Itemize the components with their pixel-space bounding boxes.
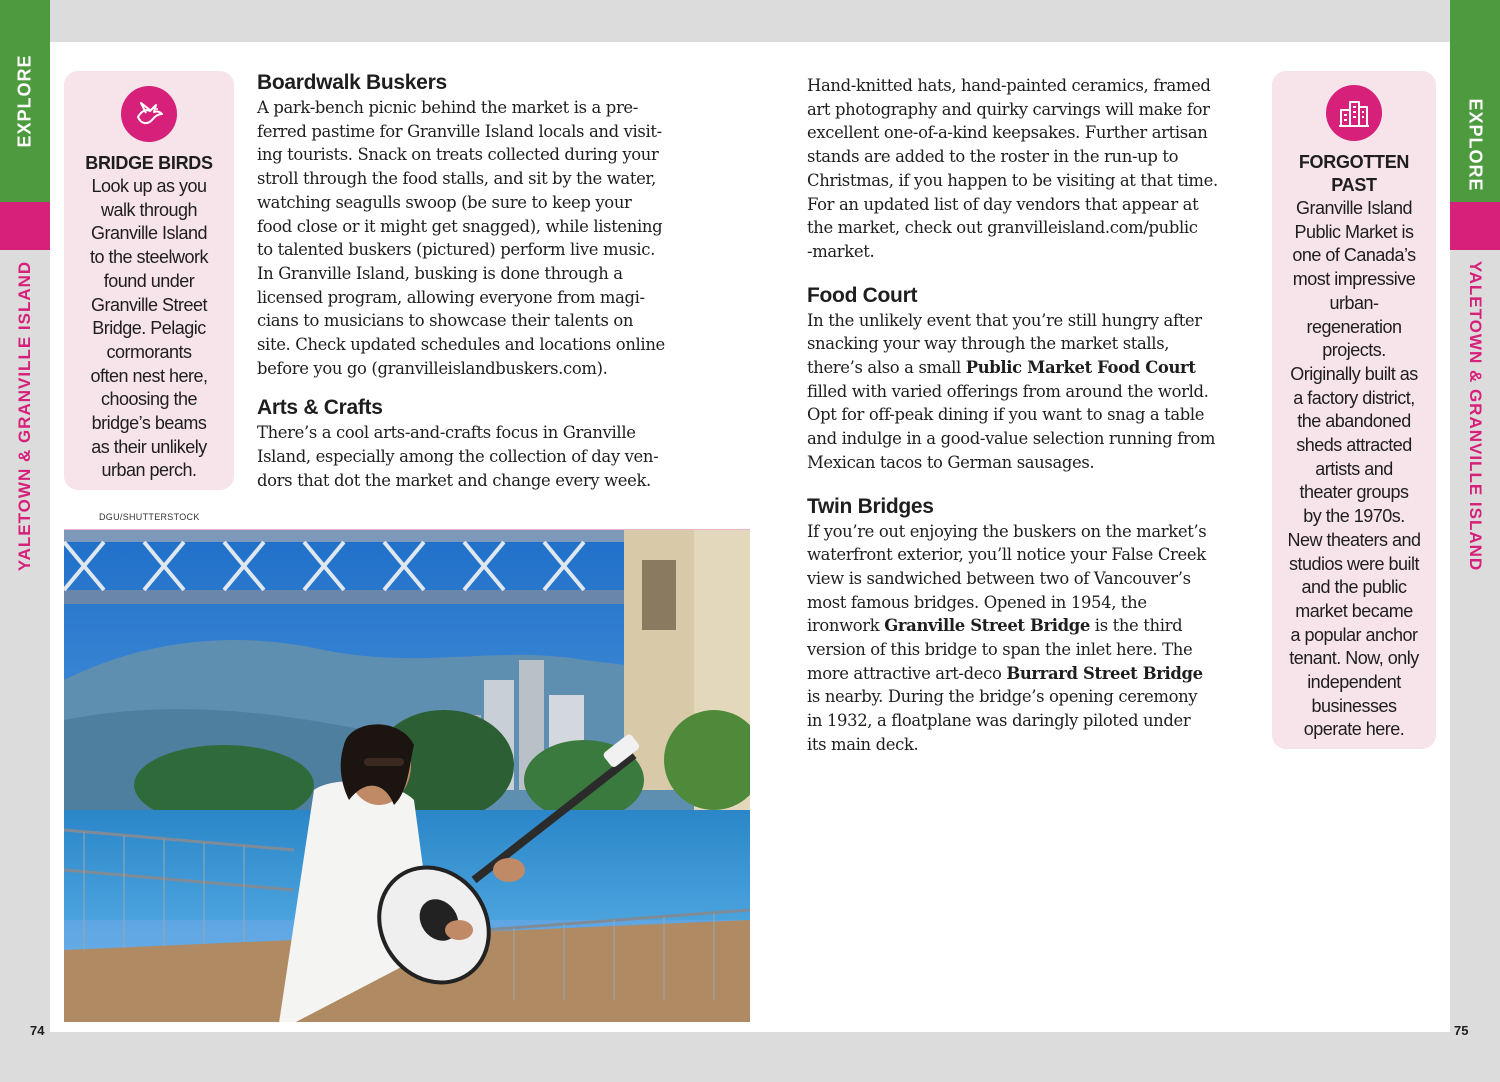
left-tab-region[interactable]: [0, 250, 50, 1082]
left-tab-marker: [0, 202, 50, 250]
page-number-left: 74: [30, 1023, 45, 1038]
right-tab-region[interactable]: [1450, 250, 1500, 1082]
highlight-burrard-street-bridge: Burrard Street Bridge: [1006, 663, 1203, 683]
paragraph-food-court: In the unlikely event that you’re still hungry after snacking your way through the market stalls, there’s also a small Public Market Food Court filled with varied offerings from around the world. Opt for off-peak dining if you want to snag a table and indulge in a good-value selection running from Mexican tacos to German sausages.: [807, 310, 1216, 472]
right-tab-marker: [1450, 202, 1500, 250]
paragraph-boardwalk-buskers: A park-bench picnic behind the market is a pre- ferred pastime for Granville Island locals and visit- ing tourists. Snack on treats collected during your stroll through the food stalls, and sit by the water, watching seagulls swoop (be sure to keep your food close or it might get snagged), while listening to talented buskers (pictured) perform live music. In Granville Island, busking is done through a licensed program, allowing everyone from magi- cians to musicians to showcase their talents on site. Check updated schedules and locations online before you go (granvilleislandbuskers.com).: [257, 98, 665, 378]
paragraph-twin-bridges: If you’re out enjoying the buskers on the market’s waterfront exterior, you’ll notice your False Creek view is sandwiched between two of Vancouver’s most famous bridges. Opened in 1954, the ironwork Granville Street Bridge is the third version of this bridge to span the inlet here. The more attractive art-deco Burrard Street Bridge is nearby. During the bridge’s opening ceremony in 1932, a floatplane was daringly piloted under its main deck.: [807, 521, 1207, 754]
left-tab-region-label: YALETOWN & GRANVILLE ISLAND: [15, 260, 34, 572]
buildings-icon: [1326, 85, 1382, 141]
heading-boardwalk-buskers: Boardwalk Buskers: [257, 71, 447, 94]
left-tab-explore[interactable]: [0, 0, 50, 202]
highlight-public-market-food-court: Public Market Food Court: [965, 358, 1196, 378]
photo-credit: DGU/SHUTTERSTOCK: [99, 512, 200, 522]
right-tab-explore[interactable]: [1450, 0, 1500, 202]
busker-photo: [64, 529, 750, 1022]
sidebar-title: FORGOTTEN PAST: [1298, 152, 1410, 195]
right-tab-explore-label: EXPLORE: [1465, 98, 1486, 192]
sidebar-forgotten-past: [1272, 71, 1436, 749]
sidebar-body: Granville Island Public Market is one of Canada’s most impressive urban- regeneration projects. Originally built as a factory district, the abandoned sheds attracted artists and theater groups by the 1970s. New theaters and studios were built and the public market became a popular anchor tenant. Now, only independent businesses operate here.: [1287, 198, 1421, 740]
paragraph-arts-crafts-continued: Hand-knitted hats, hand-painted ceramics, framed art photography and quirky carvings will make for excellent one-of-a-kind keepsakes. Further artisan stands are added to the roster in the run-up to Christmas, if you happen to be visiting at that time. For an updated list of day vendors that appear at the market, check out granvilleisland.com/public -market.: [807, 76, 1218, 261]
heading-arts-crafts: Arts & Crafts: [257, 396, 383, 420]
sidebar-bridge-birds: [64, 71, 234, 490]
right-tab-region-label: YALETOWN & GRANVILLE ISLAND: [1466, 260, 1485, 572]
heading-twin-bridges: Twin Bridges: [807, 494, 934, 518]
left-article-column: [257, 70, 697, 493]
sidebar-title: BRIDGE BIRDS: [85, 153, 213, 173]
left-tab-explore-label: EXPLORE: [14, 54, 35, 148]
sidebar-body: Look up as you walk through Granville Island to the steelwork found under Granville Street Bridge. Pelagic cormorants often nest here, choosing the bridge’s beams as their unlikely urban perch.: [89, 176, 209, 481]
page-number-right: 75: [1454, 1023, 1469, 1038]
right-article-column: [807, 74, 1257, 757]
highlight-granville-street-bridge: Granville Street Bridge: [884, 616, 1090, 636]
bird-icon: [121, 86, 177, 142]
paragraph-arts-crafts: There’s a cool arts-and-crafts focus in Granville Island, especially among the collection of day ven- dors that dot the market and change every week.: [257, 423, 659, 490]
heading-food-court: Food Court: [807, 283, 918, 307]
